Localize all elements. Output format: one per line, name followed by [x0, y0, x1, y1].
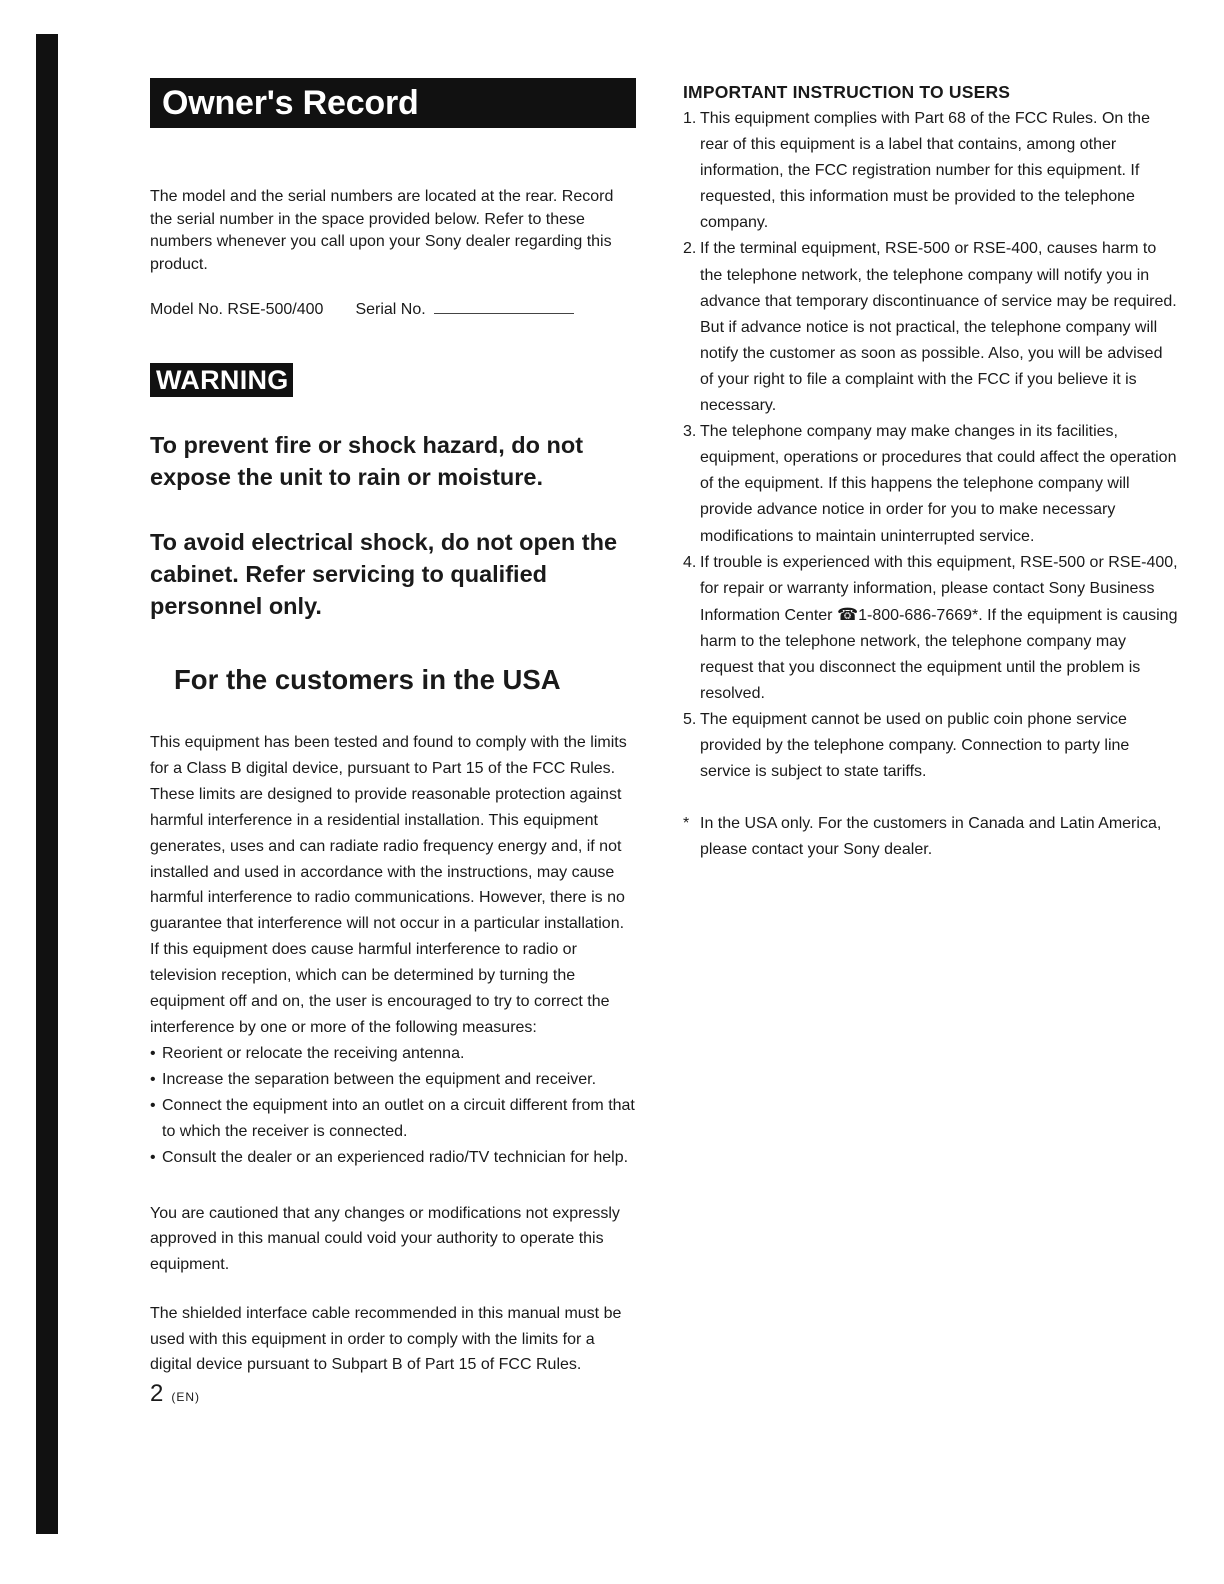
- modifications-caution: You are cautioned that any changes or modifications not expressly approved in this manual could void your authority to operate this equipment.: [150, 1204, 620, 1273]
- footnote-text: In the USA only. For the customers in Canada and Latin America, please contact your Sony dealer.: [700, 815, 1162, 859]
- shielded-cable-note: The shielded interface cable recommended in this manual must be used with this equipment in order to comply with the limits for a digital device pursuant to Subpart B of Part 15 of FCC Rules.: [150, 1305, 622, 1374]
- list-item-number: 3.: [683, 423, 697, 441]
- list-item-number: 1.: [683, 110, 697, 127]
- shock-warning-text: To avoid electrical shock, do not open the cabinet. Refer servicing to qualified personnel only.: [150, 529, 618, 619]
- page-number-value: 2: [150, 1379, 164, 1407]
- interference-measures-list: [150, 1041, 636, 1171]
- footnote: [683, 811, 1178, 863]
- list-item-text: The telephone company may make changes in its facilities, equipment, operations or procedures that could affect the operation of the equipment. If this happens the telephone company will provide advance notice in order for you to make necessary modifications to maintain uninterrupted service.: [700, 423, 1177, 545]
- list-item-text: The equipment cannot be used on public coin phone service provided by the telephone company. Connection to party line service is subject to state tariffs.: [700, 711, 1130, 781]
- telephone-icon: ☎: [836, 604, 859, 624]
- page-number: [150, 1380, 636, 1408]
- instructions-list: [683, 106, 1178, 785]
- list-item-number: 5.: [683, 711, 697, 729]
- owners-record-intro: The model and the serial numbers are located at the rear. Record the serial number in the space provided below. Refer to these numbers whenever you call upon your Sony dealer regarding this product.: [150, 188, 614, 273]
- usa-section-heading: For the customers in the USA: [174, 664, 561, 695]
- list-item: • Consult the dealer or an experienced radio/TV technician for help.: [150, 1145, 636, 1171]
- page-language-code: (EN): [171, 1389, 201, 1404]
- warning-badge: WARNING: [150, 363, 293, 397]
- list-item-text: [700, 550, 1178, 708]
- contact-text-after-phone: 1-800-686-7669*. If the equipment is causing harm to the telephone network, the telephone company may request that you disconnect the equipment until the problem is resolved.: [700, 606, 1178, 703]
- list-item: [683, 106, 1178, 236]
- model-serial-line: [150, 299, 636, 319]
- footnote-asterisk: *: [683, 815, 690, 833]
- list-item: [683, 550, 1178, 708]
- contact-text-before-phone: If trouble is experienced with this equipment, RSE-500 or RSE-400, for repair or warranty information, please contact Sony Business Information Center: [700, 553, 1178, 624]
- list-item: • Reorient or relocate the receiving antenna.: [150, 1041, 636, 1067]
- right-column: [683, 82, 1178, 863]
- list-item: [683, 419, 1178, 549]
- left-column: [150, 78, 636, 1408]
- page-binding-spine: [36, 34, 58, 1534]
- list-item: [683, 707, 1178, 785]
- list-item-number: 4.: [683, 553, 697, 571]
- list-item-text: This equipment complies with Part 68 of the FCC Rules. On the rear of this equipment is a label that contains, among other information, the FCC registration number for this equipment. If requested, this information must be provided to the telephone company.: [700, 110, 1150, 232]
- list-item-number: 2.: [683, 240, 697, 258]
- list-item-text: If the terminal equipment, RSE-500 or RSE-400, causes harm to the telephone network, the telephone company will notify you in advance that temporary discontinuance of service may be required. But if advance notice is not practical, the telephone company will notify the customer as soon as possible. Also, you will be advised of your right to file a complaint with the FCC if you believe it is necessary.: [700, 240, 1177, 415]
- serial-label: Serial No.: [355, 301, 426, 318]
- list-item: • Increase the separation between the equipment and receiver.: [150, 1067, 636, 1093]
- model-number: Model No. RSE-500/400: [150, 301, 324, 318]
- fcc-compliance-paragraph: This equipment has been tested and found to comply with the limits for a Class B digital device, pursuant to Part 15 of the FCC Rules. These limits are designed to provide reasonable protection against harmful interference in a residential installation. This equipment generates, uses and can radiate radio frequency energy and, if not installed and used in accordance with the instructions, may cause harmful interference to radio communications. However, there is no guarantee that interference will not occur in a particular installation. If this equipment does cause harmful interference to radio or television reception, which can be determined by turning the equipment off and on, the user is encouraged to try to correct the interference by one or more of the following measures:: [150, 734, 627, 1036]
- serial-number-blank: [434, 299, 574, 314]
- important-instructions-heading: IMPORTANT INSTRUCTION TO USERS: [683, 82, 1011, 102]
- list-item: [683, 236, 1178, 419]
- fire-warning-text: To prevent fire or shock hazard, do not expose the unit to rain or moisture.: [150, 432, 584, 490]
- list-item: • Connect the equipment into an outlet on a circuit different from that to which the receiver is connected.: [150, 1093, 636, 1145]
- owners-record-title: Owner's Record: [162, 83, 419, 122]
- owners-record-title-bar: [150, 78, 636, 128]
